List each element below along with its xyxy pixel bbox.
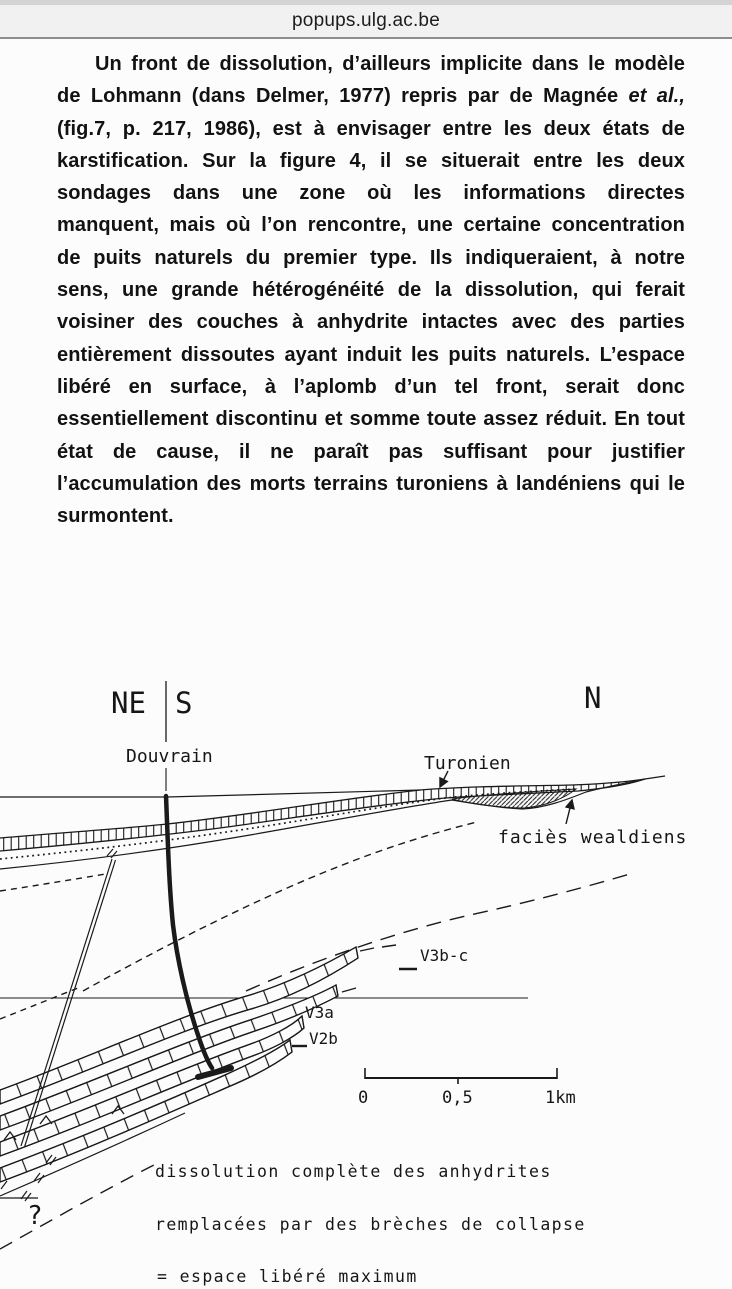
scale-bar — [358, 1068, 576, 1108]
scale-label-0: 0 — [358, 1088, 369, 1108]
legend-line-2: remplacées par des brèches de collapse — [155, 1215, 586, 1234]
orientation-labels — [111, 681, 601, 791]
source-url: popups.ulg.ac.be — [292, 10, 440, 31]
legend-line-3: = espace libéré maximum — [157, 1267, 418, 1286]
article-body — [0, 39, 732, 532]
paragraph-italic-etal: et al., — [628, 85, 685, 108]
label-question-mark: ? — [27, 1201, 43, 1231]
label-v2b: V2b — [309, 1029, 338, 1048]
label-n: N — [584, 681, 602, 715]
label-v3bc: V3b-c — [420, 946, 469, 965]
label-douvrain: Douvrain — [126, 746, 213, 767]
paragraph-text-2: (fig.7, p. 217, 1986), est à envisager entre les deux états de karstification. Sur la figure 4, il se situerait entre les deux sondages dans une zone où les informations directes manquent, mais où l’on rencontre, une certaine concentration de puits naturels du premier type. Ils indiqueraient, à notre sens, une grande hétérogénéité de la dissolution, qui ferait voisiner des couches à anhydrite intactes avec des parties entièrement dissoutes ayant induit les puits naturels. L’espace libéré en surface, à l’aplomb d’un tel front, serait donc essentiellement discontinu et somme toute assez réduit. En tout état de cause, il ne paraît pas suffisant pour justifier l’accumulation des morts terrains turoniens à landéniens qui le surmontent. — [57, 117, 685, 528]
label-v3a: V3a — [305, 1003, 334, 1022]
label-s: S — [175, 686, 193, 720]
label-facies-wealdiens: faciès wealdiens — [498, 827, 688, 848]
paragraph — [57, 48, 685, 532]
limestone-brick-layers — [0, 945, 396, 1196]
figure-legend — [155, 1162, 586, 1286]
legend-line-1: dissolution complète des anhydrites — [155, 1162, 552, 1181]
label-ne: NE — [111, 686, 146, 720]
wealdien-arrow — [566, 800, 572, 824]
geological-cross-section-figure — [0, 640, 732, 1289]
scale-label-1km: 1km — [545, 1088, 576, 1108]
scale-label-05: 0,5 — [442, 1088, 473, 1108]
unit-labels — [27, 753, 687, 1231]
paragraph-text-1: Un front de dissolution, d’ailleurs implicite dans le modèle de Lohmann (dans Delmer, 1977) repris par de Magnée — [57, 53, 685, 108]
print-header — [0, 5, 732, 39]
label-turonien: Turonien — [424, 753, 511, 774]
